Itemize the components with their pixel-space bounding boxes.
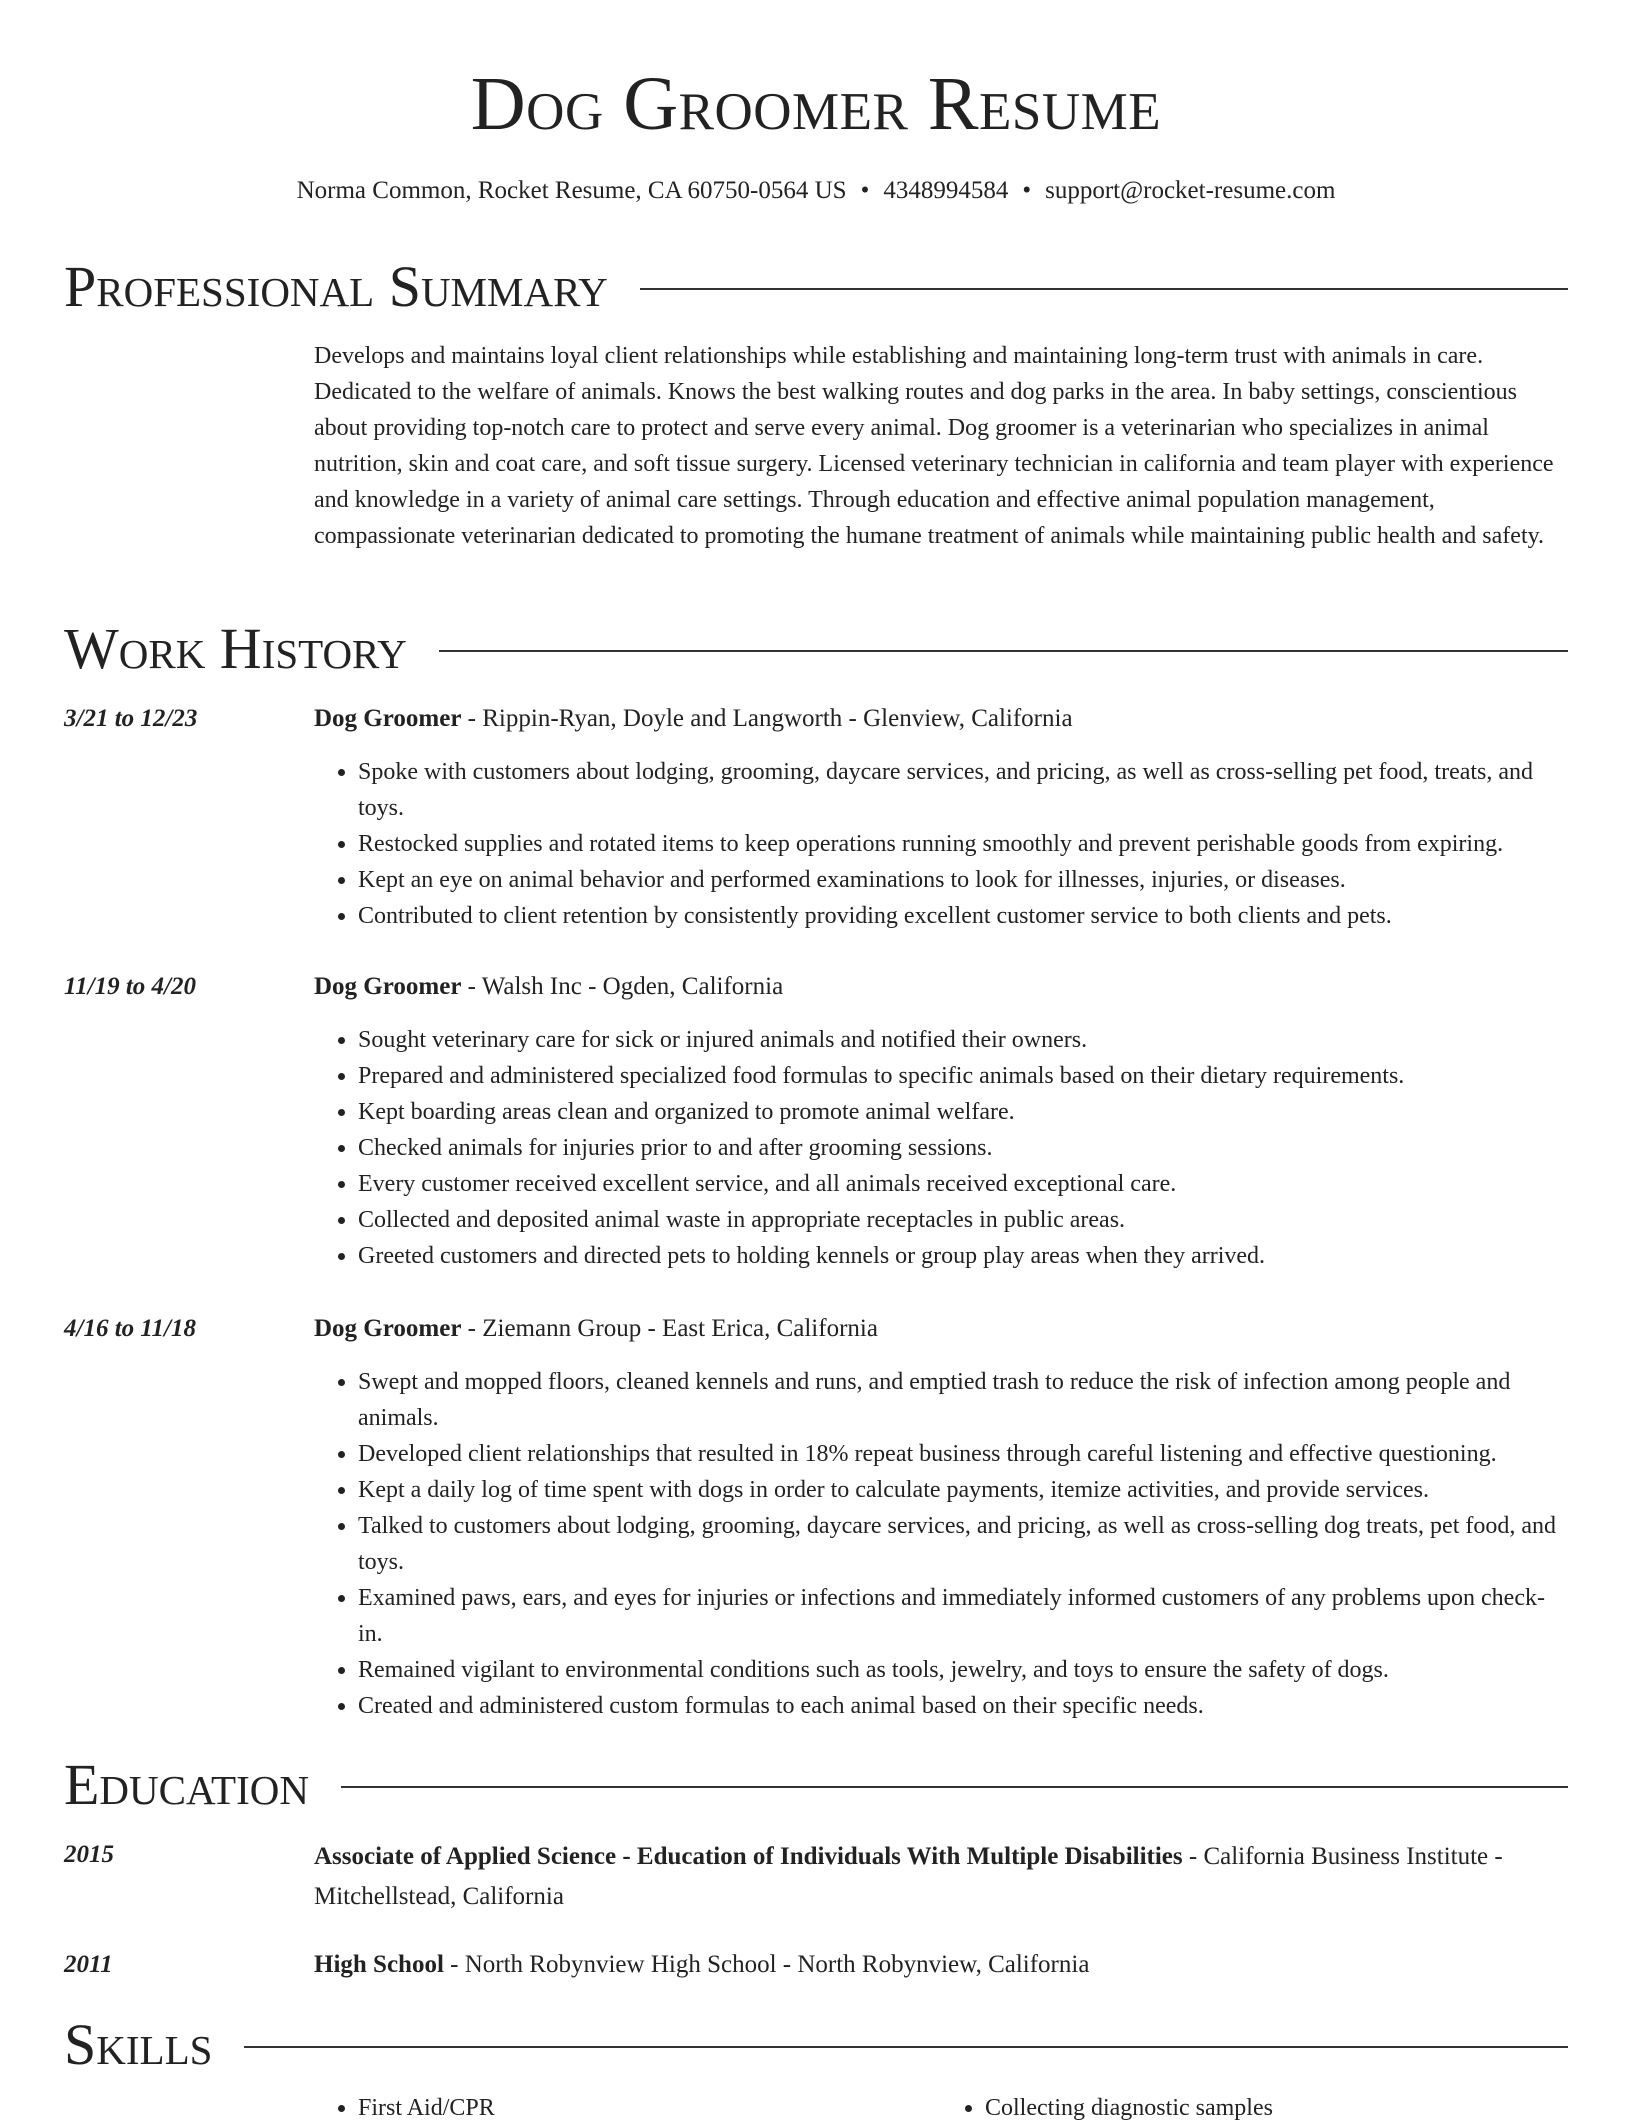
education-year: 2015 [64, 1841, 114, 1868]
education-entry [314, 1947, 1568, 1983]
skills-list [314, 2090, 1568, 2126]
job-title-line [314, 969, 1568, 1005]
skills-column-right [941, 2090, 1568, 2126]
section-divider [640, 288, 1568, 290]
summary-text: Develops and maintains loyal client relationships while establishing and maintaining long-term trust with animals in care. Dedicated to the welfare of animals. Knows the best walking routes and dog parks in the area. In baby settings, conscientious about providing top-notch care to protect and serve every animal. Dog groomer is a veterinarian who specializes in animal nutrition, skin and coat care, and soft tissue surgery. Licensed veterinary technician in california and team player with experience and knowledge in a variety of animal care settings. Through education and effective animal population management, compassionate veterinarian dedicated to promoting the humane treatment of animals while maintaining public health and safety. [314, 343, 1554, 549]
education-details: - California Business Institute - Mitchellstead, California [314, 1843, 1503, 1910]
education-section-header [64, 1752, 1568, 1818]
contact-email: support@rocket-resume.com [1045, 177, 1336, 204]
work-heading: Work History [64, 616, 407, 681]
job-role: Dog Groomer [314, 1315, 462, 1342]
job-duties [314, 1022, 1568, 1274]
job-dates: 11/19 to 4/20 [64, 973, 196, 1000]
job-dates: 3/21 to 12/23 [64, 705, 198, 732]
job-duty: • Greeted customers and directed pets to holding kennels or group play areas when they arrived. [358, 1238, 1568, 1274]
job-title-line [314, 701, 1568, 737]
contact-separator: • [860, 177, 870, 204]
job-duty: • Developed client relationships that resulted in 18% repeat business through careful listening and effective questioning. [358, 1436, 1568, 1472]
summary-heading: Professional Summary [64, 254, 608, 319]
job-duty: • Remained vigilant to environmental conditions such as tools, jewelry, and toys to ensure the safety of dogs. [358, 1652, 1568, 1688]
job-duties [314, 754, 1568, 934]
job-duty: • Created and administered custom formulas to each animal based on their specific needs. [358, 1688, 1568, 1724]
resume-title: Dog Groomer Resume [470, 62, 1162, 146]
job-duty: • Sought veterinary care for sick or injured animals and notified their owners. [358, 1022, 1568, 1058]
job-entry [314, 701, 1568, 934]
job-entry [314, 1311, 1568, 1724]
job-entry [314, 969, 1568, 1274]
job-duty: • Kept boarding areas clean and organized to promote animal welfare. [358, 1094, 1568, 1130]
job-duty: • Every customer received excellent service, and all animals received exceptional care. [358, 1166, 1568, 1202]
job-duties [314, 1364, 1568, 1724]
skill-item: • First Aid/CPR [358, 2090, 941, 2126]
job-duty: • Kept an eye on animal behavior and performed examinations to look for illnesses, injuries, or diseases. [358, 862, 1568, 898]
job-duty: • Collected and deposited animal waste in appropriate receptacles in public areas. [358, 1202, 1568, 1238]
job-duty: • Checked animals for injuries prior to and after grooming sessions. [358, 1130, 1568, 1166]
skill-item: • Collecting diagnostic samples [985, 2090, 1568, 2126]
job-role: Dog Groomer [314, 973, 462, 1000]
education-degree: Associate of Applied Science - Education of Individuals With Multiple Disabilities [314, 1843, 1183, 1870]
education-degree: High School [314, 1951, 444, 1978]
summary-section-header [64, 254, 1568, 320]
job-dates: 4/16 to 11/18 [64, 1315, 196, 1342]
job-duty: • Restocked supplies and rotated items to keep operations running smoothly and prevent perishable goods from expiring. [358, 826, 1568, 862]
job-duty: • Examined paws, ears, and eyes for injuries or infections and immediately informed customers of any problems upon check-in. [358, 1580, 1568, 1652]
job-duty: • Kept a daily log of time spent with dogs in order to calculate payments, itemize activities, and provide services. [358, 1472, 1568, 1508]
job-title-line [314, 1311, 1568, 1347]
job-duty: • Talked to customers about lodging, grooming, daycare services, and pricing, as well as cross-selling dog treats, pet food, and toys. [358, 1508, 1568, 1580]
section-divider [341, 1786, 1568, 1788]
job-duty: • Contributed to client retention by consistently providing excellent customer service to both clients and pets. [358, 898, 1568, 934]
contact-phone: 4348994584 [883, 177, 1009, 204]
skills-section-header [64, 2012, 1568, 2078]
contact-separator: • [1022, 177, 1032, 204]
contact-line [0, 174, 1632, 208]
education-year: 2011 [64, 1951, 113, 1978]
education-details: - North Robynview High School - North Robynview, California [443, 1951, 1090, 1978]
contact-address: Norma Common, Rocket Resume, CA 60750-0564 US [296, 177, 847, 204]
skills-column-left [314, 2090, 941, 2126]
job-duty: • Swept and mopped floors, cleaned kennels and runs, and emptied trash to reduce the risk of infection among people and animals. [358, 1364, 1568, 1436]
section-divider [439, 650, 1568, 652]
education-heading: Education [64, 1752, 309, 1817]
section-divider [244, 2046, 1568, 2048]
job-duty: • Prepared and administered specialized food formulas to specific animals based on their dietary requirements. [358, 1058, 1568, 1094]
work-section-header [64, 616, 1568, 682]
job-duty: • Spoke with customers about lodging, grooming, daycare services, and pricing, as well as cross-selling pet food, treats, and toys. [358, 754, 1568, 826]
job-details: - Rippin-Ryan, Doyle and Langworth - Glenview, California [461, 705, 1073, 732]
skills-heading: Skills [64, 2012, 213, 2077]
job-details: - Ziemann Group - East Erica, California [461, 1315, 878, 1342]
job-details: - Walsh Inc - Ogden, California [461, 973, 784, 1000]
job-role: Dog Groomer [314, 705, 462, 732]
education-entry [314, 1837, 1568, 1917]
